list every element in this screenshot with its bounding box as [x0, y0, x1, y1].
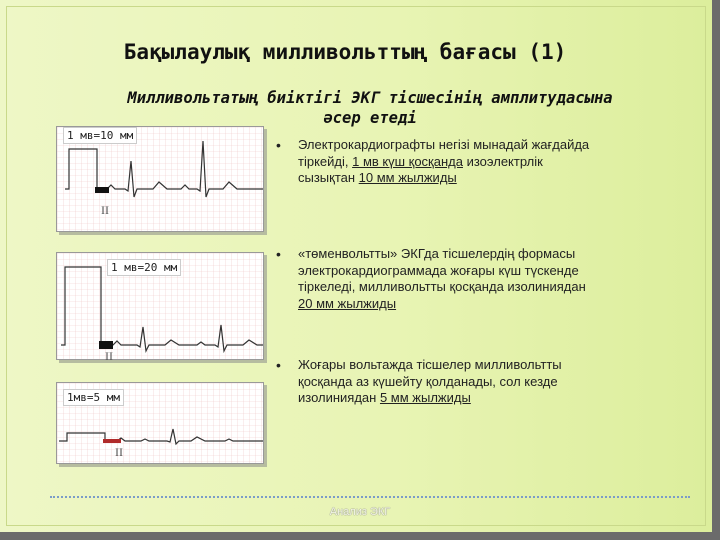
bullet-2-line-3: тіркеледі, милливольтты қосқанда изолиниядан	[298, 279, 586, 294]
calibration-label-1: 1 мв=10 мм	[63, 127, 137, 144]
bullet-1-line-2-text: тіркейді,	[298, 153, 353, 169]
page-title: Бақылаулық милливольттың бағасы (1)	[123, 40, 567, 64]
calibration-label-3: 1мв=5 мм	[63, 389, 124, 406]
bullet-1-line-2	[298, 154, 589, 171]
lead-label-3: II	[115, 445, 123, 459]
footer-text: Анализ ЭКГ	[329, 506, 391, 518]
bullet-3-line-3-text: изолиниядан	[298, 390, 380, 405]
bullet-2	[276, 246, 686, 326]
bullet-2-line-4	[298, 296, 586, 313]
bullet-2-highlight: 20 мм жылжиды	[298, 295, 397, 311]
bullet-2-line-1: «төменвольтты» ЭКГда тісшелердің формасы	[298, 246, 576, 261]
bullet-1-line-1: Электрокардиографты негізі мынадай жағдайда	[298, 137, 590, 152]
bullet-marker-2: •	[276, 246, 281, 262]
lead-label-1: II	[101, 203, 109, 217]
bullet-3-line-3	[298, 390, 562, 407]
calibration-label-2: 1 мв=20 мм	[107, 259, 181, 276]
bullet-1-line-2-tail: изоэлектрлік	[462, 153, 543, 169]
footer-divider	[50, 496, 690, 498]
lead-label-2: II	[105, 349, 113, 363]
subtitle	[70, 88, 670, 128]
bullet-3-highlight: 5 мм жылжиды	[379, 390, 471, 405]
bullet-1-line-3	[298, 170, 589, 187]
bullet-1-highlight-2: 10 мм жылжиды	[358, 170, 457, 185]
bullet-1-highlight-1: 1 мв күш қосқанда	[352, 153, 463, 169]
bullet-3-line-2: қосқанда аз күшейту қолданады, сол кезде	[298, 373, 558, 389]
ecg-panel-3	[56, 382, 264, 464]
bullet-1-line-3-text: сызықтан	[298, 170, 359, 185]
bullet-marker-1: •	[276, 137, 281, 153]
subtitle-line-1: Милливольтатың биіктігі ЭКГ тісшесінің амплитудасына	[127, 89, 613, 107]
bullet-3	[276, 357, 676, 417]
bullet-3-line-1: Жоғары вольтажда тісшелер милливольтты	[298, 357, 562, 372]
ecg-panel-1	[56, 126, 264, 232]
bullet-1	[276, 137, 676, 207]
bullet-marker-3: •	[276, 357, 281, 373]
bullet-2-line-2: электрокардиограммада жоғары күш түскенде	[298, 262, 579, 278]
subtitle-line-2: әсер етеді	[323, 109, 417, 127]
ecg-panel-2	[56, 252, 264, 363]
